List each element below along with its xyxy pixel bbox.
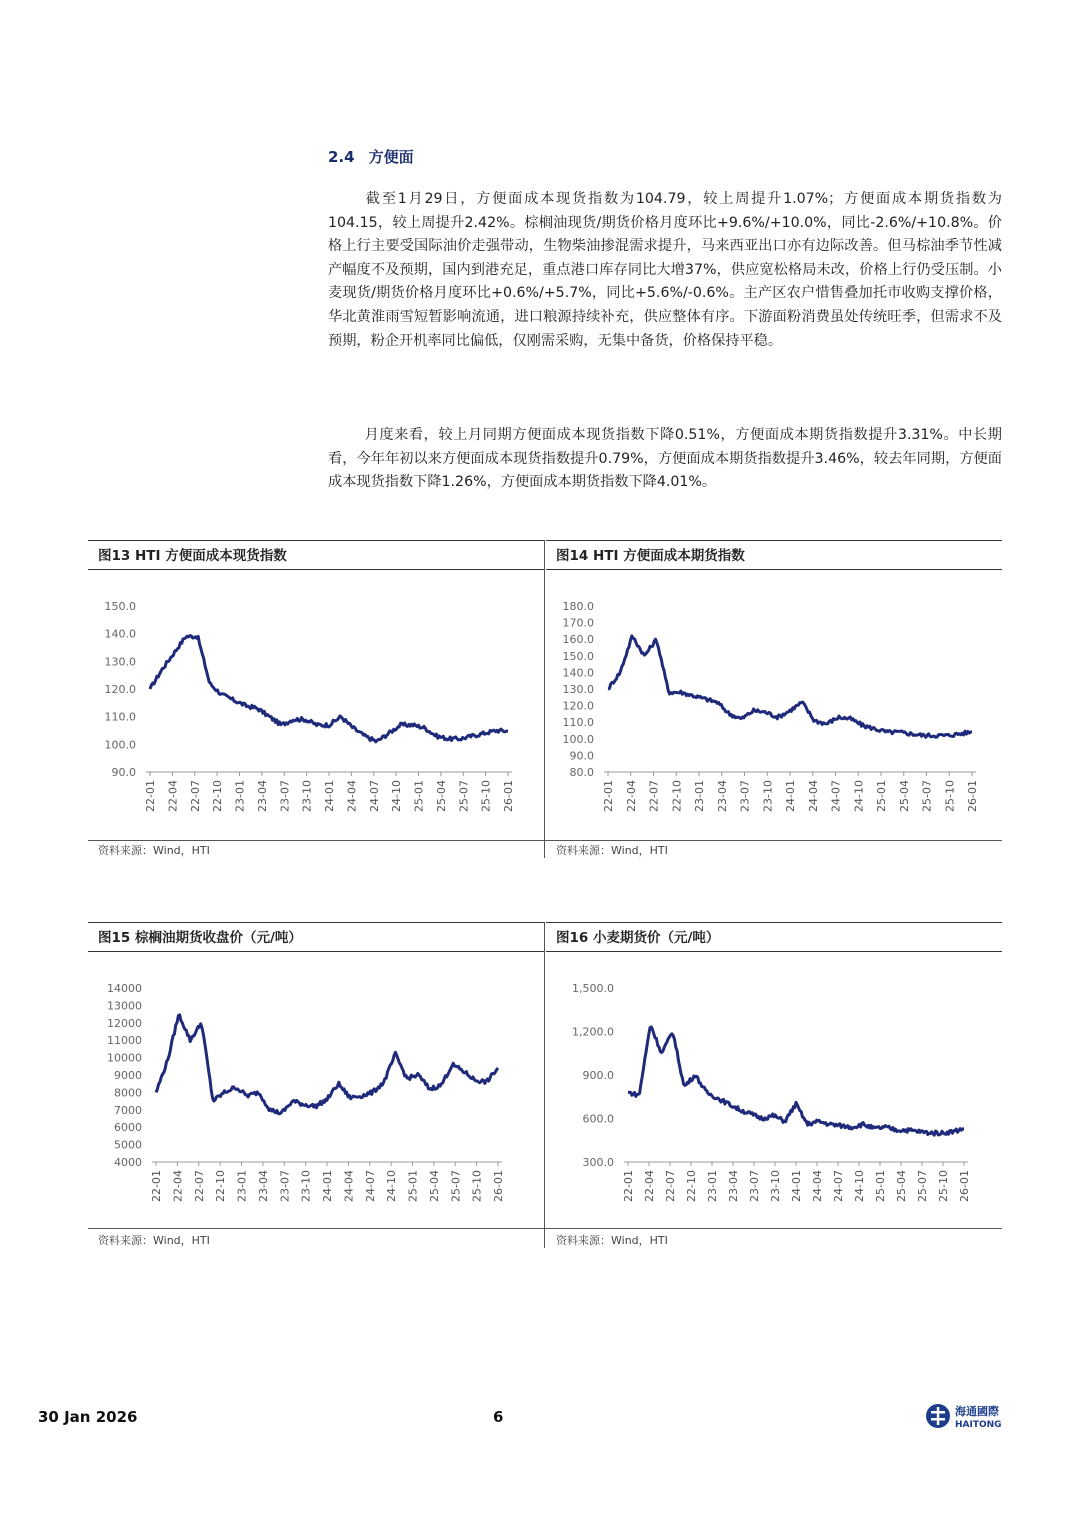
x-tick-label: 22-10 [670,780,684,812]
y-tick-label: 900.0 [582,1069,614,1082]
series-line [628,1027,964,1135]
x-tick-label: 25-04 [427,1170,441,1202]
y-tick-label: 6000 [114,1121,142,1135]
x-tick-label: 23-04 [256,1170,270,1202]
y-tick-label: 5000 [114,1138,142,1152]
series-line [150,636,508,742]
y-tick-label: 1,200.0 [572,1025,614,1039]
y-tick-label: 90.0 [569,749,594,763]
wheat-futures-chart [546,952,1002,1232]
x-tick-label: 25-10 [470,1170,484,1202]
x-tick-label: 24-07 [832,1170,845,1202]
futures-index-chart [546,570,1002,842]
paragraph-2 [328,424,1002,495]
x-tick-label: 22-10 [685,1170,698,1202]
x-tick-label: 22-01 [150,1170,163,1202]
x-tick-label: 23-07 [278,1170,292,1202]
y-tick-label: 140.0 [104,627,136,641]
y-tick-label: 80.0 [569,766,594,779]
chart-title: 图14 HTI 方便面成本期货指数 [546,540,1002,570]
x-tick-label: 23-04 [715,780,729,812]
x-tick-label: 23-10 [769,1170,782,1202]
y-tick-label: 130.0 [562,683,594,696]
x-tick-label: 25-10 [943,780,957,812]
y-tick-label: 150.0 [562,649,594,663]
y-tick-label: 110.0 [104,710,136,724]
x-tick-label: 26-01 [492,1170,505,1202]
y-tick-label: 8000 [114,1086,142,1100]
x-tick-label: 24-10 [385,1170,399,1202]
x-tick-label: 25-10 [937,1170,950,1202]
y-tick-label: 140.0 [562,666,594,680]
chart-panel-13 [88,540,544,858]
y-tick-label: 130.0 [104,655,136,669]
x-tick-label: 22-04 [624,780,638,812]
chart-panel-15 [88,922,544,1248]
chart-source: 资料来源：Wind，HTI [98,1234,210,1247]
series-line [608,636,972,737]
x-tick-label: 22-01 [602,780,615,812]
panel-bottom-rule [88,840,1002,841]
y-tick-label: 4000 [114,1156,142,1169]
y-tick-label: 120.0 [104,683,136,696]
x-tick-label: 22-10 [211,780,225,812]
y-tick-label: 150.0 [104,600,136,613]
paragraph-2-text: 月度来看，较上月同期方便面成本现货指数下降0.51%，方便面成本期货指数提升3.31%。中长期看，今年年初以来方便面成本现货指数提升0.79%，方便面成本期货指数提升3.46%，较去年同期，方便面成本现货指数下降1.26%，方便面成本期货指数下降4.01%。 [328,427,1002,491]
chart-title: 图13 HTI 方便面成本现货指数 [88,540,544,570]
y-tick-label: 14000 [107,982,142,995]
x-tick-label: 24-01 [784,780,797,812]
x-tick-label: 23-01 [693,780,706,812]
x-tick-label: 24-04 [806,780,820,812]
x-tick-label: 25-01 [874,1170,887,1202]
x-tick-label: 25-04 [895,1170,908,1202]
x-tick-label: 23-07 [278,780,292,812]
x-tick-label: 25-04 [434,780,448,812]
x-tick-label: 22-07 [188,780,202,812]
x-tick-label: 24-07 [829,780,843,812]
haitong-logo [925,1400,1015,1434]
x-tick-label: 24-10 [853,1170,866,1202]
x-tick-label: 26-01 [958,1170,971,1202]
y-tick-label: 13000 [107,999,142,1013]
page-number: 6 [493,1408,504,1426]
x-tick-label: 22-07 [647,780,661,812]
x-tick-label: 23-07 [738,780,752,812]
paragraph-1 [328,188,1002,353]
y-tick-label: 180.0 [562,600,594,613]
y-tick-label: 110.0 [562,716,594,730]
y-tick-label: 10000 [107,1051,142,1065]
y-tick-label: 12000 [107,1016,142,1030]
x-tick-label: 23-07 [748,1170,761,1202]
panel-bottom-rule [88,1228,1002,1229]
y-tick-label: 7000 [114,1103,142,1117]
x-tick-label: 23-01 [235,1170,249,1202]
palm-oil-chart [88,952,544,1232]
x-tick-label: 22-04 [643,1170,656,1202]
x-tick-label: 25-04 [897,780,911,812]
x-tick-label: 23-10 [300,780,314,812]
chart-source: 资料来源：Wind，HTI [556,1234,668,1247]
x-tick-label: 25-01 [406,1170,420,1202]
svg-text:海通國際: 海通國際 [955,1405,999,1418]
section-heading [328,146,414,167]
x-tick-label: 26-01 [502,780,515,812]
y-tick-label: 100.0 [104,738,136,752]
spot-index-chart [88,570,544,842]
chart-title: 图15 棕榈油期货收盘价（元/吨） [88,922,544,952]
chart-panel-16 [546,922,1002,1248]
x-tick-label: 23-10 [299,1170,313,1202]
x-tick-label: 23-10 [761,780,775,812]
x-tick-label: 25-10 [479,780,493,812]
y-tick-label: 11000 [107,1034,142,1048]
x-tick-label: 24-07 [367,780,381,812]
y-tick-label: 600.0 [582,1112,614,1126]
y-tick-label: 300.0 [582,1156,614,1169]
panel-divider [544,540,545,858]
section-title: 方便面 [368,148,414,166]
section-number: 2.4 [328,148,355,166]
x-tick-label: 24-04 [342,1170,356,1202]
x-tick-label: 25-07 [920,780,934,812]
panel-divider [544,922,545,1248]
x-tick-label: 24-10 [390,780,404,812]
x-tick-label: 22-01 [144,780,157,812]
y-tick-label: 90.0 [111,766,136,779]
svg-text:HAITONG: HAITONG [955,1420,1002,1430]
y-tick-label: 170.0 [562,616,594,630]
x-tick-label: 22-04 [171,1170,185,1202]
x-tick-label: 24-04 [811,1170,824,1202]
chart-panel-14 [546,540,1002,858]
y-tick-label: 160.0 [562,633,594,647]
x-tick-label: 22-01 [622,1170,635,1202]
x-tick-label: 25-01 [412,780,426,812]
x-tick-label: 26-01 [966,780,979,812]
x-tick-label: 22-10 [214,1170,228,1202]
x-tick-label: 25-07 [457,780,471,812]
y-tick-label: 100.0 [562,732,594,746]
x-tick-label: 25-01 [875,780,888,812]
x-tick-label: 22-07 [192,1170,206,1202]
x-tick-label: 24-01 [321,1170,334,1202]
x-tick-label: 22-07 [664,1170,677,1202]
x-tick-label: 24-04 [345,780,359,812]
x-tick-label: 24-10 [852,780,866,812]
paragraph-1-text: 截至1月29日，方便面成本现货指数为104.79，较上周提升1.07%；方便面成本期货指数为104.15，较上周提升2.42%。棕榈油现货/期货价格月度环比+9.6%/+10.0%，同比-2.6%/+10.8%。价格上行主要受国际油价走强带动，生物柴油掺混需求提升，马来西亚出口亦有边际改善。但马棕油季节性减产幅度不及预期，国内到港充足，重点港口库存同比大增37%，供应宽松格局未改，价格上行仍受压制。小麦现货/期货价格月度环比+0.6%/+5.7%，同比+5.6%/-0.6%。主产区农户惜售叠加托市收购支撑价格，华北黄淮雨雪短暂影响流通，进口粮源持续补充，供应整体有序。下游面粉消费虽处传统旺季，但需求不及预期，粉企开机率同比偏低，仅刚需采购，无集中备货，价格保持平稳。 [328,191,1002,349]
y-tick-label: 9000 [114,1069,142,1082]
x-tick-label: 24-01 [790,1170,803,1202]
x-tick-label: 23-01 [233,780,247,812]
chart-source: 资料来源：Wind，HTI [98,844,210,857]
x-tick-label: 24-01 [323,780,336,812]
y-tick-label: 1,500.0 [572,982,614,995]
chart-title: 图16 小麦期货价（元/吨） [546,922,1002,952]
x-tick-label: 23-04 [727,1170,740,1202]
chart-source: 资料来源：Wind，HTI [556,844,668,857]
x-tick-label: 23-01 [706,1170,719,1202]
x-tick-label: 23-04 [255,780,269,812]
series-line [156,1015,498,1114]
y-tick-label: 120.0 [562,699,594,713]
x-tick-label: 22-04 [166,780,180,812]
x-tick-label: 25-07 [916,1170,929,1202]
x-tick-label: 25-07 [449,1170,463,1202]
footer-date: 30 Jan 2026 [38,1408,138,1426]
x-tick-label: 24-07 [363,1170,377,1202]
